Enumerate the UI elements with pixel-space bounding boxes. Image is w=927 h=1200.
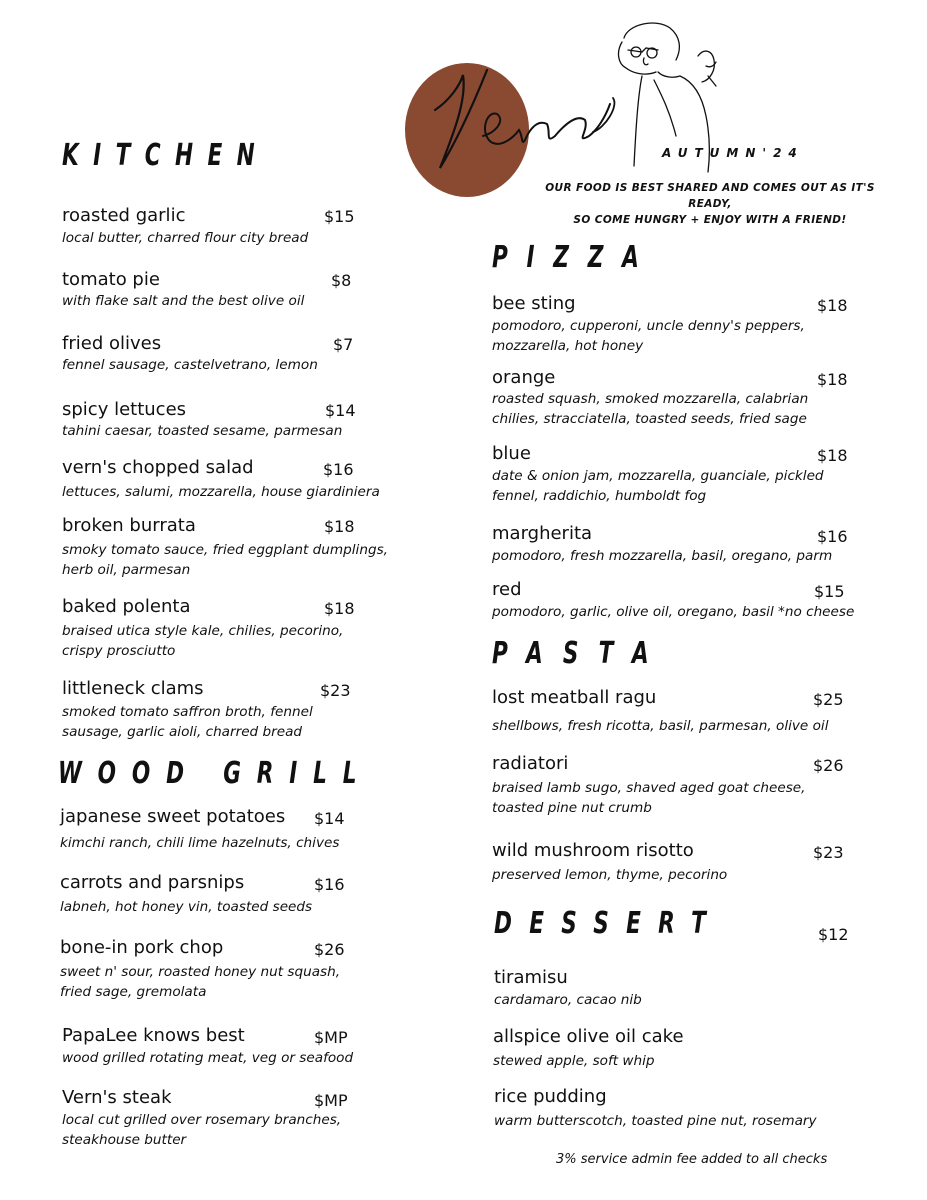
section-title-pizza: PIZZA [492, 240, 658, 275]
item-price: $25 [813, 690, 844, 709]
item-desc: chilies, stracciatella, toasted seeds, fried sage [492, 411, 807, 427]
item-name: tomato pie [62, 269, 160, 290]
item-price: $15 [324, 207, 355, 226]
item-price: $26 [314, 940, 345, 959]
item-price: $18 [817, 370, 848, 389]
item-name: bee sting [492, 293, 576, 314]
item-desc: wood grilled rotating meat, veg or seafood [62, 1050, 354, 1066]
item-desc: fennel, raddichio, humboldt fog [492, 488, 707, 504]
item-price: $16 [323, 460, 354, 479]
item-price: $15 [814, 582, 845, 601]
section-title-wood-grill: WOOD GRILL [58, 756, 373, 791]
season-label: AUTUMN'24 [662, 146, 804, 160]
item-desc: toasted pine nut crumb [492, 800, 652, 816]
item-name: rice pudding [494, 1086, 607, 1107]
item-name: broken burrata [62, 515, 196, 536]
item-desc: pomodoro, garlic, olive oil, oregano, basil *no cheese [492, 604, 855, 620]
logo-text: Vern's [405, 40, 408, 41]
item-price: $MP [314, 1028, 348, 1047]
item-desc: herb oil, parmesan [62, 562, 191, 578]
item-desc: braised lamb sugo, shaved aged goat cheese, [492, 780, 806, 796]
item-name: roasted garlic [62, 205, 186, 226]
item-name: bone-in pork chop [60, 937, 224, 958]
item-desc: local cut grilled over rosemary branches, [62, 1112, 342, 1128]
item-name: littleneck clams [62, 678, 204, 699]
item-desc: kimchi ranch, chili lime hazelnuts, chives [60, 835, 340, 851]
item-price: $23 [320, 681, 351, 700]
item-price: $14 [314, 809, 345, 828]
item-name: margherita [492, 523, 593, 544]
tagline [540, 180, 880, 228]
item-name: allspice olive oil cake [493, 1026, 684, 1047]
item-desc: smoky tomato sauce, fried eggplant dumplings, [62, 542, 388, 558]
item-desc: smoked tomato saffron broth, fennel [62, 704, 313, 720]
service-fee-note: 3% service admin fee added to all checks [556, 1152, 828, 1167]
item-name: wild mushroom risotto [492, 840, 694, 861]
item-desc: sausage, garlic aioli, charred bread [62, 724, 303, 740]
item-price: $18 [324, 599, 355, 618]
item-desc: labneh, hot honey vin, toasted seeds [60, 899, 313, 915]
item-desc: date & onion jam, mozzarella, guanciale, pickled [492, 468, 824, 484]
item-name: japanese sweet potatoes [60, 806, 286, 827]
item-name: vern's chopped salad [62, 457, 254, 478]
item-price: $23 [813, 843, 844, 862]
item-desc: fennel sausage, castelvetrano, lemon [62, 357, 318, 373]
item-desc: local butter, charred flour city bread [62, 230, 309, 246]
item-desc: braised utica style kale, chilies, pecorino, [62, 623, 344, 639]
item-price: $18 [817, 296, 848, 315]
item-name: PapaLee knows best [62, 1025, 245, 1046]
item-price: $16 [817, 527, 848, 546]
tagline-line-2: SO COME HUNGRY + ENJOY WITH A FRIEND! [573, 214, 847, 226]
item-name: orange [492, 367, 556, 388]
item-name: blue [492, 443, 531, 464]
item-desc: steakhouse butter [62, 1132, 187, 1148]
item-desc: cardamaro, cacao nib [494, 992, 642, 1008]
item-price: $7 [333, 335, 354, 354]
item-price: $MP [314, 1091, 348, 1110]
item-desc: stewed apple, soft whip [493, 1053, 655, 1069]
item-desc: shellbows, fresh ricotta, basil, parmesan, olive oil [492, 718, 829, 734]
item-name: red [492, 579, 522, 600]
item-desc: pomodoro, fresh mozzarella, basil, oregano, parm [492, 548, 833, 564]
item-desc: tahini caesar, toasted sesame, parmesan [62, 423, 343, 439]
item-price: $26 [813, 756, 844, 775]
item-name: carrots and parsnips [60, 872, 245, 893]
item-desc: fried sage, gremolata [60, 984, 207, 1000]
item-name: tiramisu [494, 967, 568, 988]
section-title-pasta: PASTA [492, 636, 669, 671]
item-desc: crispy prosciutto [62, 643, 176, 659]
tagline-line-1: OUR FOOD IS BEST SHARED AND COMES OUT AS IT'S READY, [545, 182, 875, 210]
item-desc: preserved lemon, thyme, pecorino [492, 867, 728, 883]
item-price: $18 [817, 446, 848, 465]
item-desc: warm butterscotch, toasted pine nut, rosemary [494, 1113, 817, 1129]
item-name: Vern's steak [62, 1087, 172, 1108]
item-desc: roasted squash, smoked mozzarella, calabrian [492, 391, 809, 407]
section-title-kitchen: KITCHEN [62, 138, 270, 173]
item-price: $16 [314, 875, 345, 894]
item-name: lost meatball ragu [492, 687, 657, 708]
item-name: radiatori [492, 753, 569, 774]
item-price: $14 [325, 401, 356, 420]
item-desc: pomodoro, cupperoni, uncle denny's peppers, [492, 318, 805, 334]
item-price: $18 [324, 517, 355, 536]
section-title-dessert: DESSERT [494, 906, 724, 941]
dessert-price: $12 [818, 925, 849, 944]
item-desc: mozzarella, hot honey [492, 338, 644, 354]
item-name: baked polenta [62, 596, 191, 617]
item-name: fried olives [62, 333, 162, 354]
item-name: spicy lettuces [62, 399, 187, 420]
item-desc: sweet n' sour, roasted honey nut squash, [60, 964, 341, 980]
item-desc: with flake salt and the best olive oil [62, 293, 305, 309]
item-price: $8 [331, 271, 352, 290]
item-desc: lettuces, salumi, mozzarella, house giardiniera [62, 484, 380, 500]
